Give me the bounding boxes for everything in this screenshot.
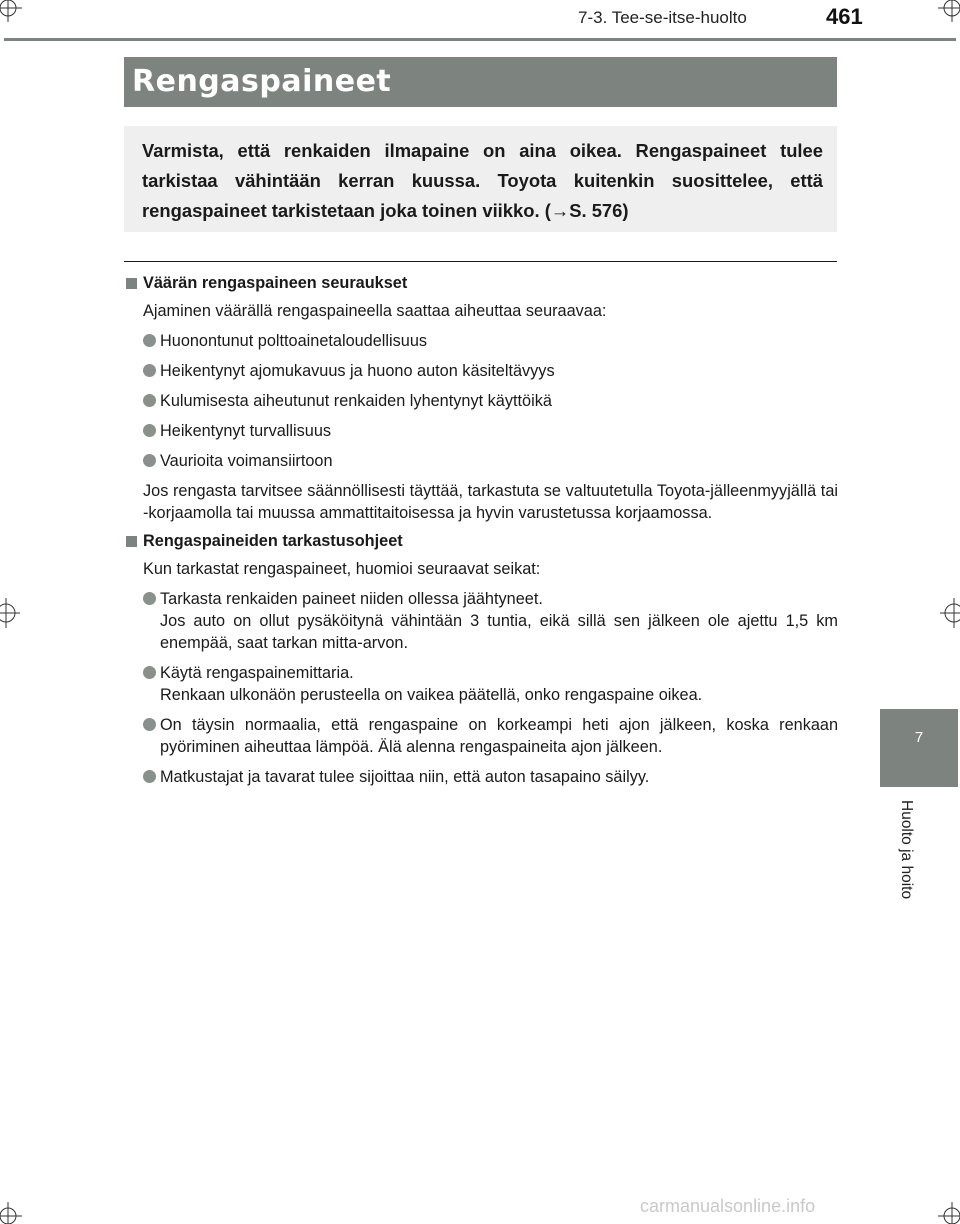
list-item: Vaurioita voimansiirtoon bbox=[143, 450, 838, 472]
circle-bullet-icon bbox=[143, 770, 156, 783]
page-number: 461 bbox=[826, 4, 863, 29]
crop-mark-bottom-left bbox=[0, 1196, 28, 1224]
intro-divider bbox=[124, 261, 837, 262]
chapter-tab bbox=[880, 709, 958, 787]
list-item-detail: Renkaan ulkonäön perusteella on vaikea päätellä, onko rengaspaine oikea. bbox=[160, 686, 703, 704]
circle-bullet-icon bbox=[143, 666, 156, 679]
crop-mark-mid-left bbox=[0, 598, 24, 628]
section-trailing-text: Jos rengasta tarvitsee säännöllisesti täyttää, tarkastuta se valtuutetulla Toyota-jälleenmyyjällä tai -korjaamolla tai muussa ammattitaitoisessa ja hyvin varustetussa korjaamossa. bbox=[143, 482, 838, 522]
circle-bullet-icon bbox=[143, 718, 156, 731]
list-item: Huonontunut polttoainetaloudellisuus bbox=[143, 330, 838, 352]
intro-text: Varmista, että renkaiden ilmapaine on aina oikea. Rengaspaineet tulee tarkistaa vähintään kerran kuussa. Toyota kuitenkin suosittelee, että rengaspaineet tarkistetaan joka toinen viikko. (→S. 576) bbox=[142, 140, 823, 221]
circle-bullet-icon bbox=[143, 424, 156, 437]
list-item: Kulumisesta aiheutunut renkaiden lyhentynyt käyttöikä bbox=[143, 390, 838, 412]
header-section-title: 7-3. Tee-se-itse-huolto bbox=[578, 8, 747, 27]
page-title: Rengaspaineet bbox=[124, 57, 837, 107]
main-content bbox=[124, 272, 838, 788]
list-item-title: Käytä rengaspainemittaria. bbox=[160, 664, 354, 682]
list-item bbox=[143, 588, 838, 654]
section-heading-text: Rengaspaineiden tarkastusohjeet bbox=[143, 532, 403, 550]
intro-box bbox=[124, 126, 837, 232]
circle-bullet-icon bbox=[143, 592, 156, 605]
list-item bbox=[143, 662, 838, 706]
list-item bbox=[143, 714, 838, 758]
section-lead: Kun tarkastat rengaspaineet, huomioi seuraavat seikat: bbox=[143, 560, 541, 578]
list-item bbox=[143, 766, 838, 788]
circle-bullet-icon bbox=[143, 364, 156, 377]
section-check-instructions bbox=[124, 530, 838, 788]
crop-mark-mid-right bbox=[936, 598, 960, 628]
circle-bullet-icon bbox=[143, 454, 156, 467]
list-item: Heikentynyt ajomukavuus ja huono auton käsiteltävyys bbox=[143, 360, 838, 382]
section-consequences bbox=[124, 272, 838, 524]
square-bullet-icon bbox=[126, 278, 137, 289]
section-heading bbox=[124, 530, 838, 552]
section-heading-text: Väärän rengaspaineen seuraukset bbox=[143, 274, 408, 292]
list-item: Heikentynyt turvallisuus bbox=[143, 420, 838, 442]
section-heading bbox=[124, 272, 838, 294]
header-divider bbox=[4, 38, 956, 41]
circle-bullet-icon bbox=[143, 334, 156, 347]
crop-mark-top-left bbox=[0, 0, 28, 28]
circle-bullet-icon bbox=[143, 394, 156, 407]
watermark: carmanualsonline.info bbox=[640, 1196, 816, 1216]
list-item-title: Tarkasta renkaiden paineet niiden ollessa jäähtyneet. bbox=[160, 590, 543, 608]
chapter-label: Huolto ja hoito bbox=[898, 800, 915, 900]
crop-mark-bottom-right bbox=[932, 1196, 960, 1224]
section-lead: Ajaminen väärällä rengaspaineella saattaa aiheuttaa seuraavaa: bbox=[143, 302, 607, 320]
list-item-title: On täysin normaalia, että rengaspaine on korkeampi heti ajon jälkeen, koska renkaan pyöriminen aiheuttaa lämpöä. Älä alenna rengaspaineita ajon jälkeen. bbox=[160, 716, 838, 756]
list-item-title: Matkustajat ja tavarat tulee sijoittaa niin, että auton tasapaino säilyy. bbox=[160, 768, 650, 786]
list-item-detail: Jos auto on ollut pysäköitynä vähintään 3 tuntia, eikä sillä sen jälkeen ole ajettu 1,5 km enempää, saat tarkan mitta-arvon. bbox=[160, 612, 838, 652]
crop-mark-top-right bbox=[932, 0, 960, 28]
square-bullet-icon bbox=[126, 536, 137, 547]
chapter-number: 7 bbox=[914, 729, 924, 746]
